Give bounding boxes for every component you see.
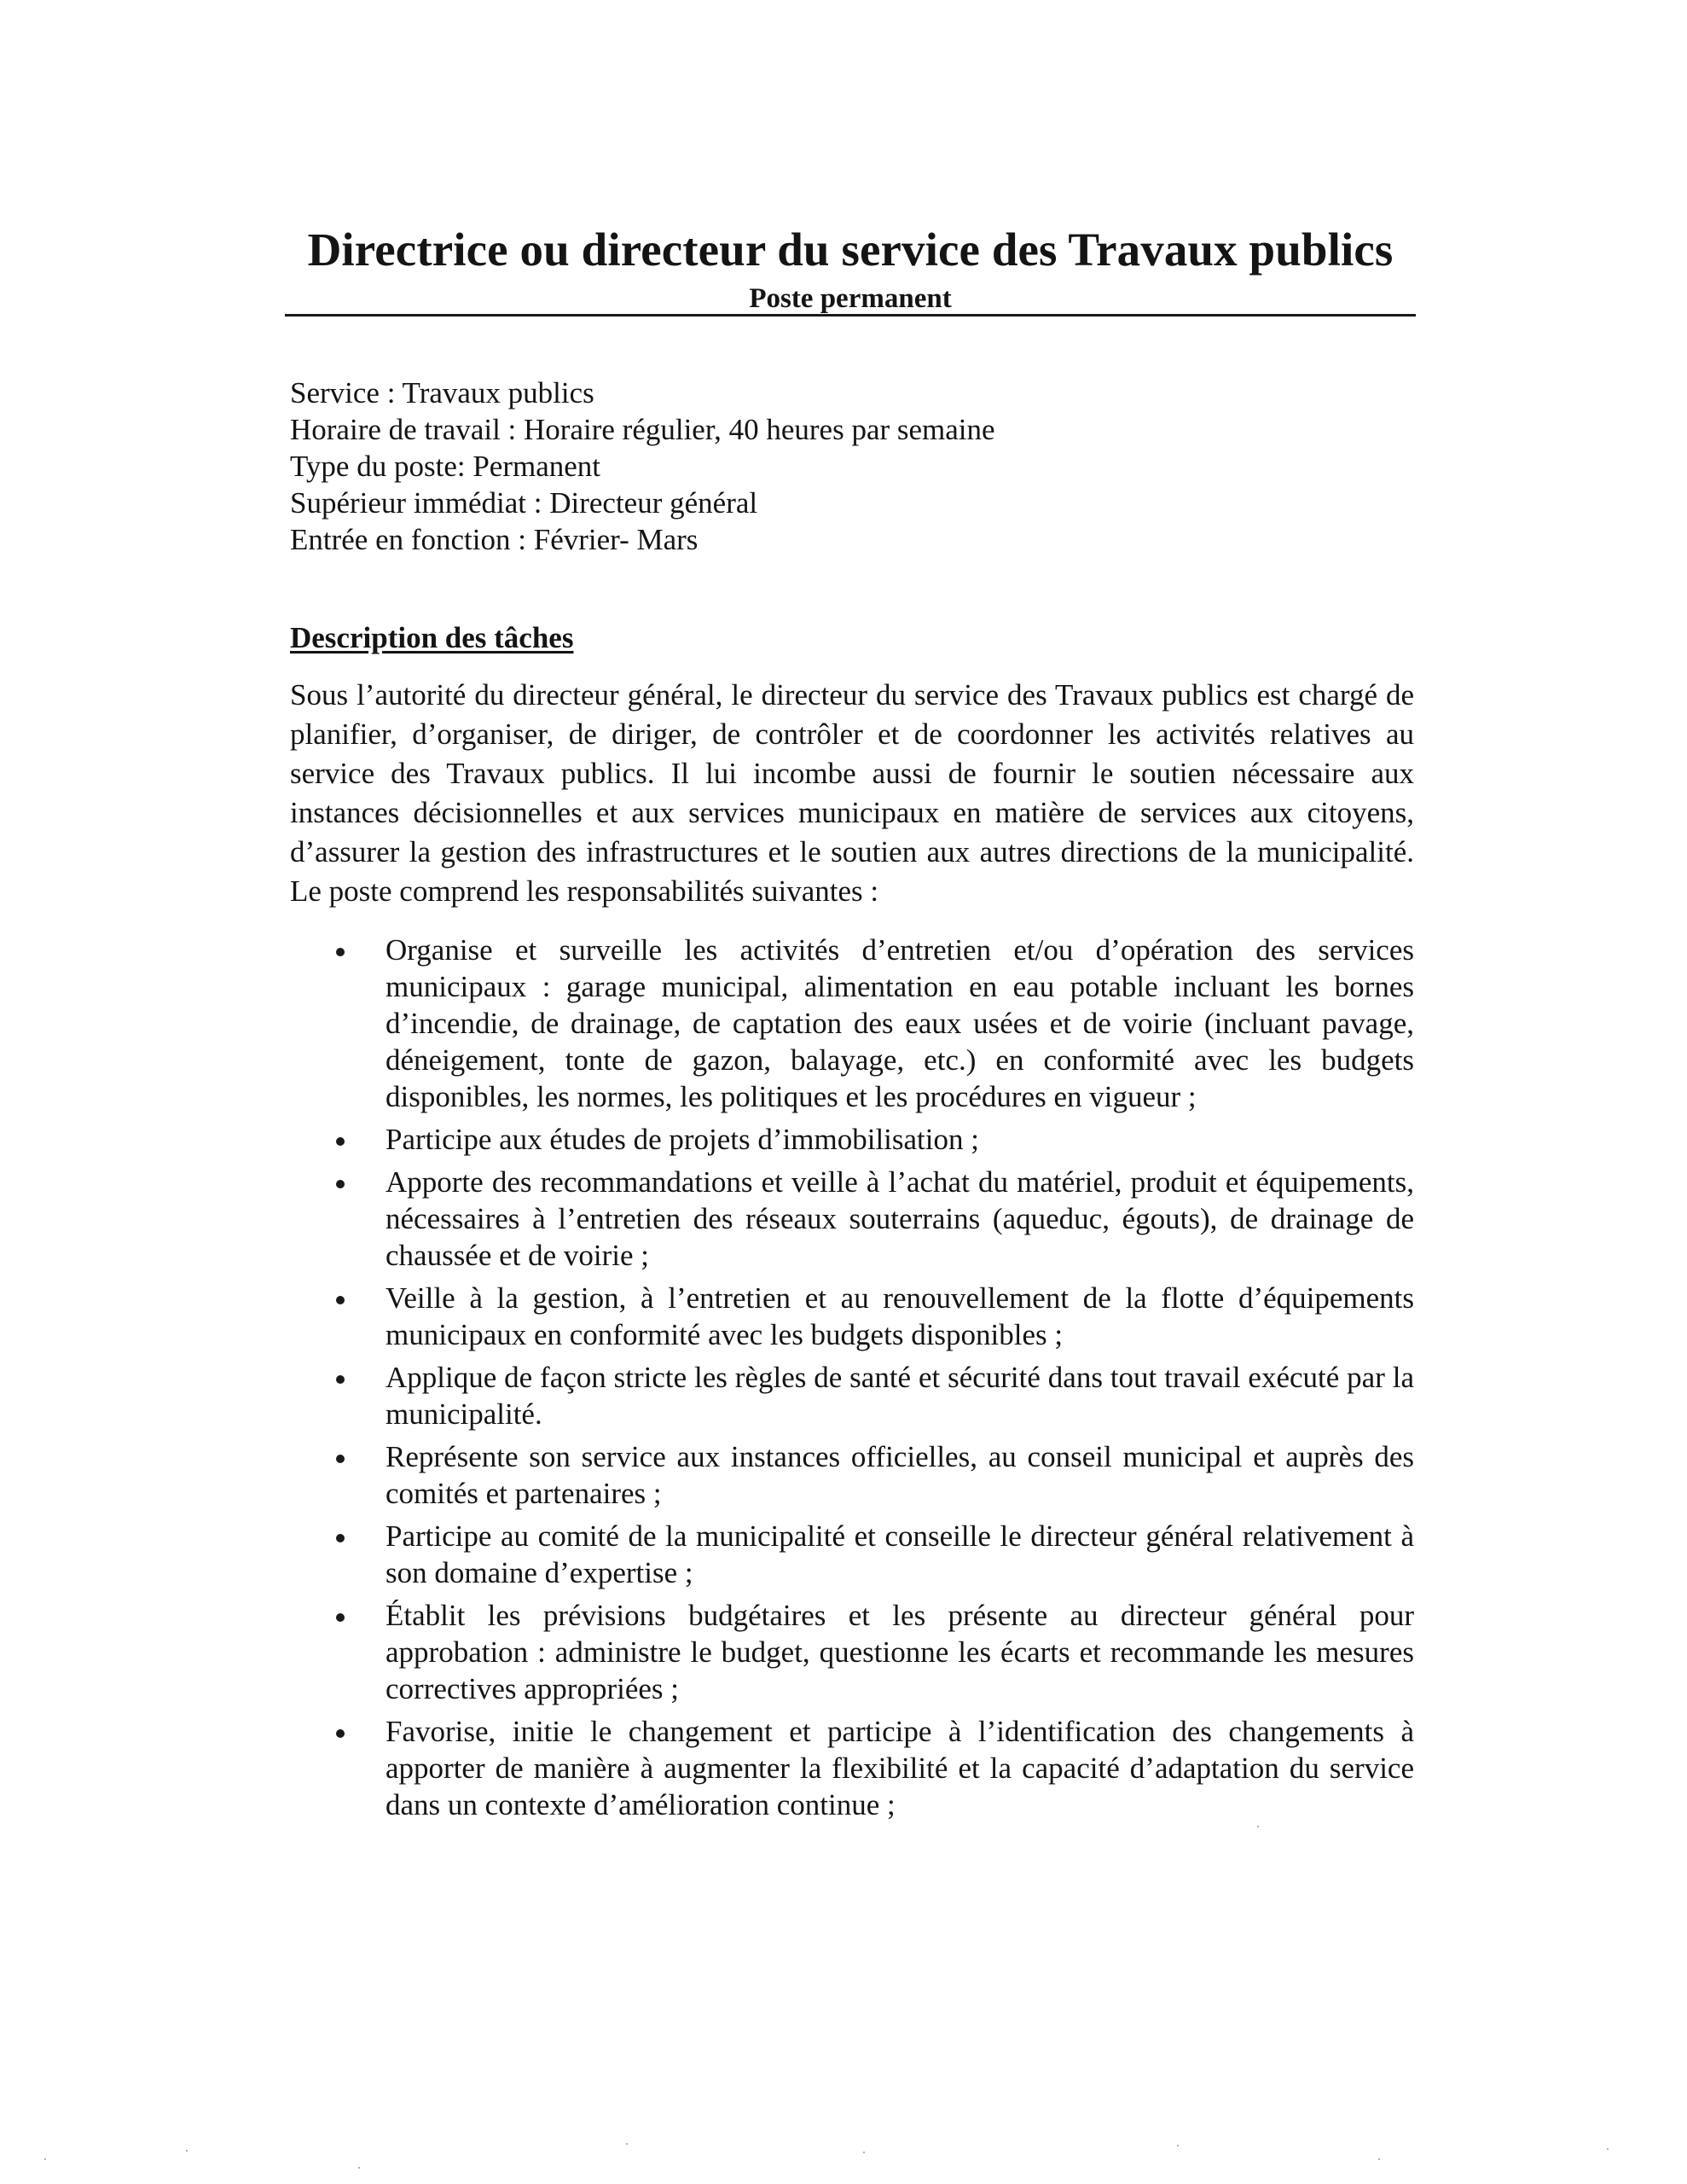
scan-speck	[626, 2143, 628, 2145]
bullet-icon	[336, 1375, 345, 1384]
document-header	[285, 220, 1416, 317]
bullet-icon	[336, 1613, 345, 1622]
list-item	[290, 1121, 1414, 1158]
info-line-service: Service : Travaux publics	[290, 376, 594, 410]
page-subtitle: Poste permanent	[749, 283, 952, 314]
list-item	[290, 1597, 1414, 1707]
list-item-text: Organise et surveille les activités d’entretien et/ou d’opération des services municipaux : garage municipal, alimentation en eau potable incluant les bornes d’incendie, de drainage, de captation des eaux usées et de voirie (incluant pavage, déneigement, tonte de gazon, balayage, etc.) en conformité avec les budgets disponibles, les normes, les politiques et les procédures en vigueur ;	[386, 933, 1414, 1113]
bullet-icon	[336, 1455, 345, 1463]
list-item-text: Favorise, initie le changement et participe à l’identification des changements à apporter de manière à augmenter la flexibilité et la capacité d’adaptation du service dans un contexte d’amélioration continue ;	[386, 1715, 1414, 1821]
info-line-supervisor: Supérieur immédiat : Directeur général	[290, 486, 758, 520]
bullet-icon	[336, 1180, 345, 1188]
list-item-text: Participe au comité de la municipalité et conseille le directeur général relativement à son domaine d’expertise ;	[386, 1519, 1414, 1589]
scan-speck	[1378, 2158, 1380, 2160]
scan-speck	[186, 2150, 188, 2152]
bullet-icon	[336, 1137, 345, 1146]
responsibilities-list	[290, 932, 1414, 1829]
list-item	[290, 1438, 1414, 1512]
scan-speck	[44, 2158, 46, 2160]
list-item-text: Participe aux études de projets d’immobilisation ;	[386, 1123, 979, 1156]
list-item-text: Applique de façon stricte les règles de santé et sécurité dans tout travail exécuté par la municipalité.	[386, 1361, 1414, 1431]
scan-speck	[358, 2167, 360, 2169]
scan-speck	[1607, 2148, 1609, 2150]
list-item	[290, 932, 1414, 1115]
scan-speck	[1257, 1826, 1259, 1827]
info-line-schedule: Horaire de travail : Horaire régulier, 40 heures par semaine	[290, 413, 995, 446]
list-item	[290, 1518, 1414, 1591]
info-line-start-date: Entrée en fonction : Février- Mars	[290, 523, 699, 556]
list-item-text: Représente son service aux instances officielles, au conseil municipal et auprès des comités et partenaires ;	[386, 1440, 1414, 1510]
bullet-icon	[336, 1296, 345, 1304]
info-line-position-type: Type du poste: Permanent	[290, 450, 600, 483]
list-item	[290, 1280, 1414, 1353]
section-heading-tasks: Description des tâches	[290, 621, 574, 654]
bullet-icon	[336, 948, 345, 956]
bullet-icon	[336, 1729, 345, 1738]
scan-speck	[1177, 2145, 1179, 2146]
list-item	[290, 1164, 1414, 1274]
job-info-block	[290, 375, 1399, 558]
header-divider	[285, 314, 1416, 317]
list-item-text: Établit les prévisions budgétaires et les présente au directeur général pour approbation : administre le budget, questionne les écarts et recommande les mesures correctives appropriées ;	[386, 1599, 1414, 1705]
list-item	[290, 1359, 1414, 1432]
page-title: Directrice ou directeur du service des Travaux publics	[307, 224, 1394, 276]
list-item-text: Apporte des recommandations et veille à l’achat du matériel, produit et équipements, nécessaires à l’entretien des réseaux souterrains (aqueduc, égouts), de drainage de chaussée et de voirie ;	[386, 1165, 1414, 1272]
intro-paragraph: Sous l’autorité du directeur général, le directeur du service des Travaux publics est chargé de planifier, d’organiser, de diriger, de contrôler et de coordonner les activités relatives au service des Travaux publics. Il lui incombe aussi de fournir le soutien nécessaire aux instances décisionnelles et aux services municipaux en matière de services aux citoyens, d’assurer la gestion des infrastructures et le soutien aux autres directions de la municipalité. Le poste comprend les responsabilités suivantes :	[290, 678, 1414, 908]
scan-speck	[863, 2152, 865, 2153]
bullet-icon	[336, 1534, 345, 1542]
list-item-text: Veille à la gestion, à l’entretien et au renouvellement de la flotte d’équipements municipaux en conformité avec les budgets disponibles ;	[386, 1281, 1414, 1351]
list-item	[290, 1713, 1414, 1823]
